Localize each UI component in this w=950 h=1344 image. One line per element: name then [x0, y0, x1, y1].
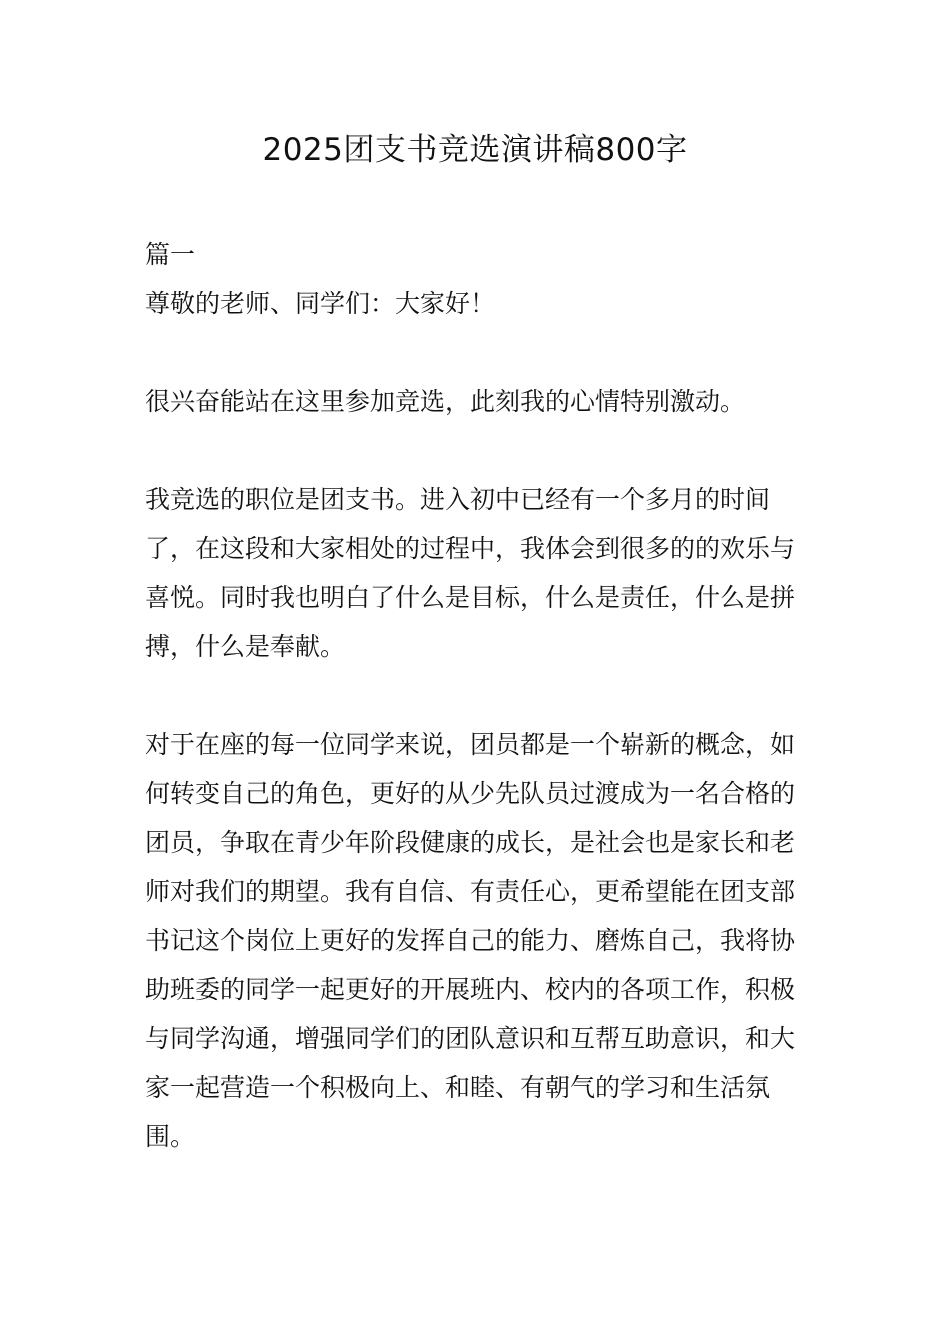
salutation: 尊敬的老师、同学们：大家好！ [145, 289, 496, 318]
paragraph-gap [145, 426, 815, 475]
paragraph-3: 对于在座的每一位同学来说，团员都是一个崭新的概念，如何转变自己的角色，更好的从少先队员过渡成为一名合格的团员，争取在青少年阶段健康的成长，是社会也是家长和老师对我们的期望。我有自信、有责任心，更希望能在团支部书记这个岗位上更好的发挥自己的能力、磨炼自己，我将协助班委的同学一起更好的开展班内、校内的各项工作，积极与同学沟通，增强同学们的团队意识和互帮互助意识，和大家一起营造一个积极向上、和睦、有朝气的学习和生活氛围。 [145, 730, 796, 1151]
document-body [145, 230, 815, 1161]
paragraph-gap [145, 671, 815, 720]
document-title: 2025团支书竞选演讲稿800字 [262, 132, 688, 168]
paragraph-gap [145, 328, 815, 377]
section-label: 篇一 [145, 240, 196, 269]
paragraph-1: 很兴奋能站在这里参加竞选，此刻我的心情特别激动。 [145, 387, 746, 416]
paragraph-2: 我竞选的职位是团支书。进入初中已经有一个多月的时间了，在这段和大家相处的过程中，我体会到很多的的欢乐与喜悦。同时我也明白了什么是目标，什么是责任，什么是拼搏，什么是奉献。 [145, 485, 796, 661]
